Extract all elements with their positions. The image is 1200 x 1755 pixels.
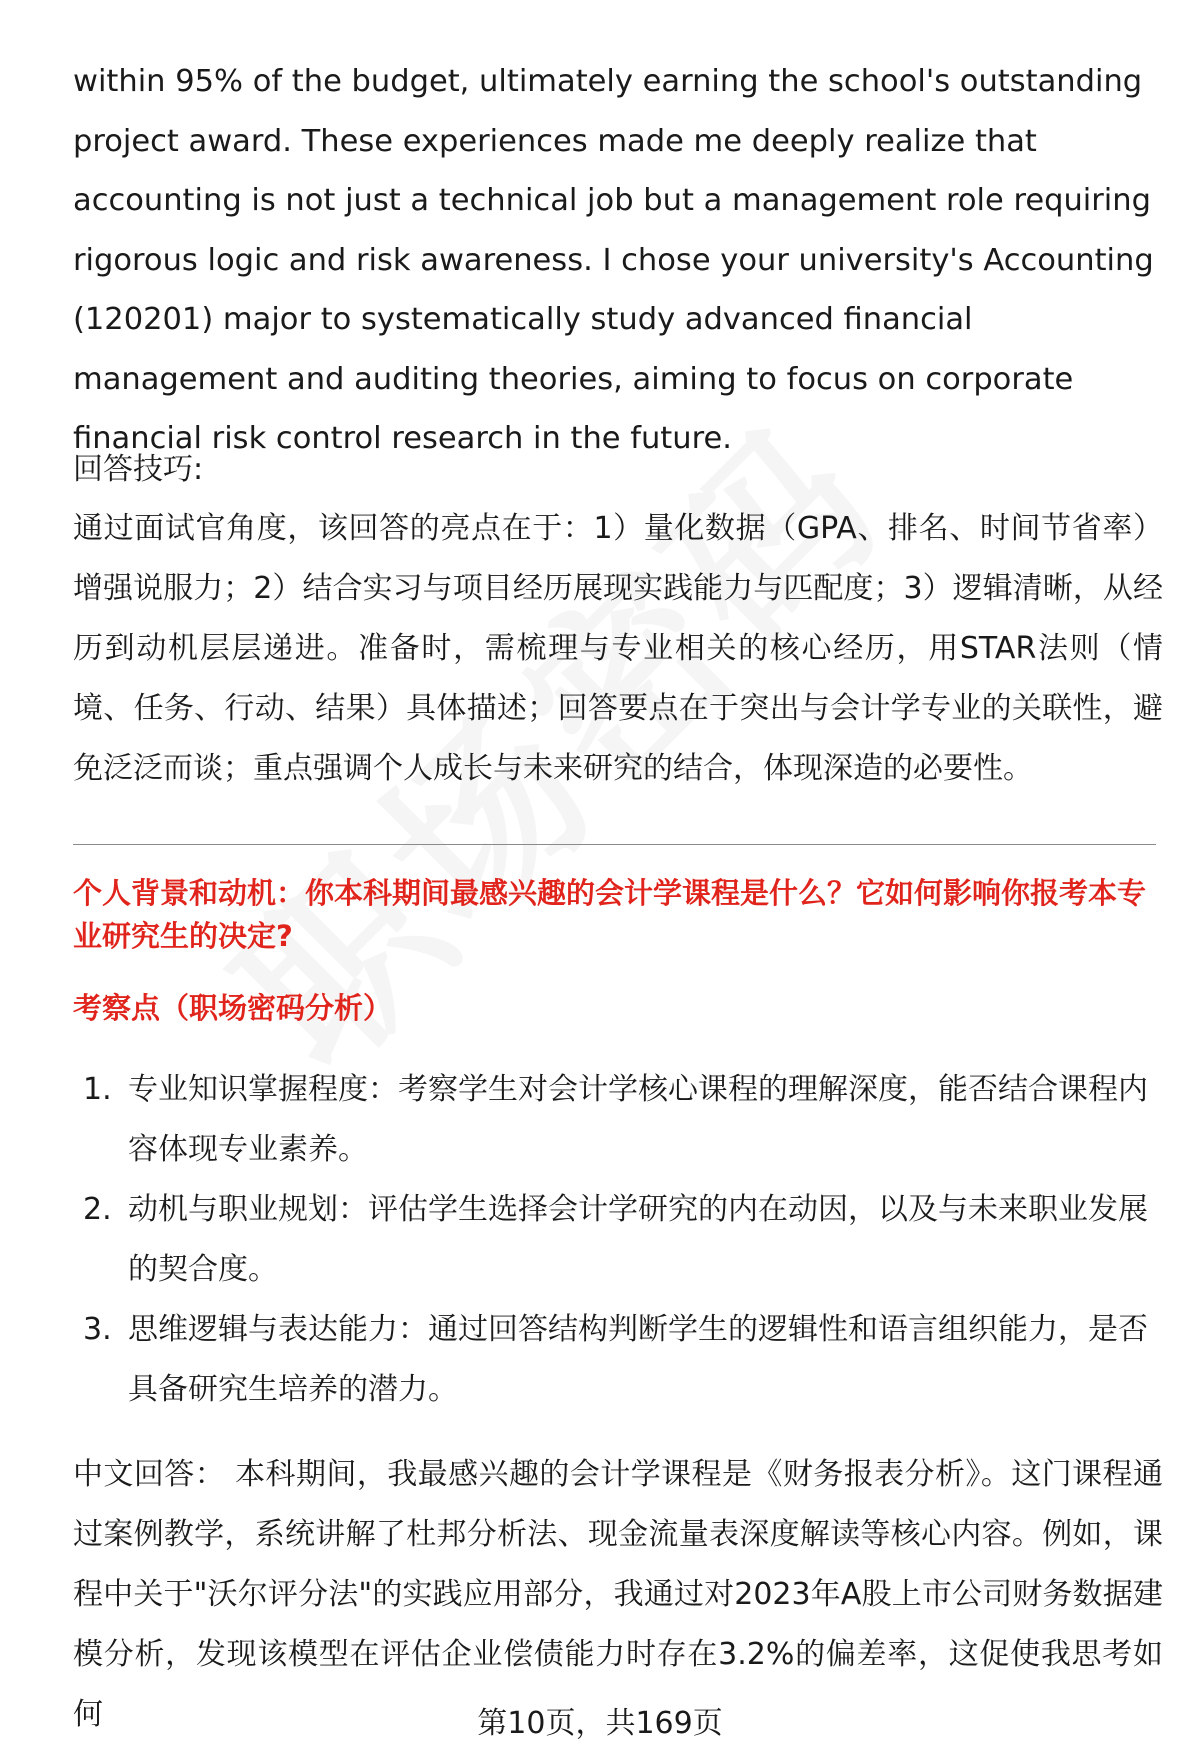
list-item (73, 1060, 1163, 1180)
assessment-points-list (73, 1060, 1163, 1420)
chinese-answer-paragraph: 中文回答： 本科期间，我最感兴趣的会计学课程是《财务报表分析》。这门课程通过案例教学，系统讲解了杜邦分析法、现金流量表深度解读等核心内容。例如，课程中关于"沃尔评分法"的实践应用部分，我通过对2023年A股上市公司财务数据建模分析，发现该模型在评估企业偿债能力时存在3.2%的偏差率，这促使我思考如何 (73, 1457, 1163, 1732)
tips-label: 回答技巧: (73, 452, 204, 487)
page-number-footer: 第10页，共169页 (477, 1706, 723, 1741)
section-divider (73, 844, 1156, 845)
list-item-text: 思维逻辑与表达能力：通过回答结构判断学生的逻辑性和语言组织能力，是否具备研究生培养的潜力。 (128, 1312, 1148, 1407)
english-answer-paragraph: within 95% of the budget, ultimately earning the school's outstanding project award. These experiences made me deeply realize that accounting is not just a technical job but a management role requiring rigorous logic and risk awareness. I chose your university's Accounting (120201) major to systematically study advanced financial management and auditing theories, aiming to focus on corporate financial risk control research in the future. (73, 64, 1154, 456)
section-title: 考察点（职场密码分析） (73, 991, 393, 1025)
list-item (73, 1300, 1163, 1420)
list-item-number: 1. (83, 1072, 112, 1107)
list-item-number: 3. (83, 1312, 112, 1347)
list-item (73, 1180, 1163, 1300)
interview-question: 个人背景和动机：你本科期间最感兴趣的会计学课程是什么？它如何影响你报考本专业研究生的决定? (73, 876, 1147, 953)
tips-body: 通过面试官角度，该回答的亮点在于：1）量化数据（GPA、排名、时间节省率）增强说服力；2）结合实习与项目经历展现实践能力与匹配度；3）逻辑清晰，从经历到动机层层递进。准备时，需梳理与专业相关的核心经历，用STAR法则（情境、任务、行动、结果）具体描述；回答要点在于突出与会计学专业的关联性，避免泛泛而谈；重点强调个人成长与未来研究的结合，体现深造的必要性。 (73, 511, 1163, 786)
list-item-text: 专业知识掌握程度：考察学生对会计学核心课程的理解深度，能否结合课程内容体现专业素养。 (128, 1072, 1148, 1167)
list-item-text: 动机与职业规划：评估学生选择会计学研究的内在动因，以及与未来职业发展的契合度。 (128, 1192, 1148, 1287)
list-item-number: 2. (83, 1192, 112, 1227)
